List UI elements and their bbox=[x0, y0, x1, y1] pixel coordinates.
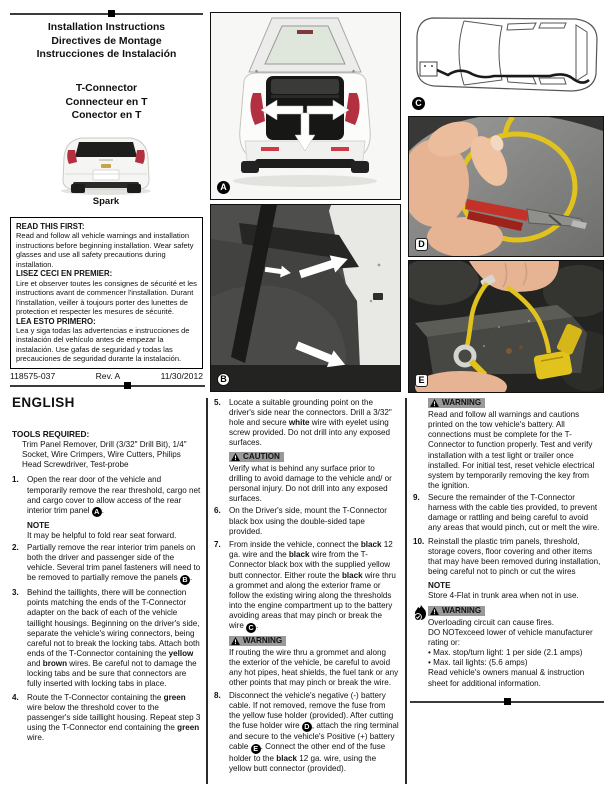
step-number: 3. bbox=[12, 588, 19, 598]
figure-label-b: B bbox=[217, 373, 230, 386]
step-6 bbox=[214, 506, 399, 536]
registration-mark bbox=[124, 382, 131, 389]
read-first-body-es: Lea y siga todas las advertencias e instrucciones de instalación del vehículo antes de empezar la instalación. Use gafas de seguridad y todas las precauciones de seguridad durante la instalación. bbox=[16, 325, 190, 364]
wire-cutting-photo bbox=[409, 117, 603, 256]
note-text: Store 4-Flat in trunk area when not in use. bbox=[428, 590, 579, 600]
overload-fire-warning bbox=[428, 606, 602, 689]
spark-rear-view-illustration bbox=[50, 124, 162, 196]
warning-triangle-icon bbox=[231, 637, 240, 645]
registration-mark bbox=[108, 10, 115, 17]
warning-banner bbox=[428, 398, 485, 408]
fire-warning-line: Overloading circuit can cause fires. bbox=[428, 617, 554, 627]
step-9 bbox=[413, 493, 602, 533]
vehicle-photo-spark bbox=[50, 124, 162, 208]
step-text: Route the T-Connector containing the green wire below the threshold cover to the passenger's side taillight housing. Repeat step 3 using the T-Connector end containing the green wire. bbox=[27, 692, 201, 743]
document-meta-row bbox=[10, 371, 203, 381]
note-label: NOTE bbox=[428, 580, 451, 590]
figure-label-a: A bbox=[217, 181, 230, 194]
warning-label: WARNING bbox=[442, 605, 482, 615]
battery-connection-photo bbox=[409, 261, 603, 392]
step-1 bbox=[12, 475, 202, 517]
footer-rule bbox=[410, 701, 604, 703]
column-english bbox=[12, 395, 202, 747]
read-first-title-fr: LISEZ CECI EN PREMIER: bbox=[16, 269, 113, 279]
hatch-open-illustration bbox=[211, 13, 400, 199]
warning-triangle-icon bbox=[231, 453, 240, 461]
step-number: 10. bbox=[413, 536, 425, 546]
column-steps-9-10 bbox=[413, 398, 602, 691]
step-number: 9. bbox=[413, 492, 420, 502]
vehicle-caption: Spark bbox=[92, 196, 120, 207]
step-text: Open the rear door of the vehicle and temporarily remove the rear threshold, cargo net and cargo cover to allow access of the rear interior trim panel A . bbox=[27, 475, 201, 517]
doc-title-es: Instrucciones de Instalación bbox=[36, 49, 177, 61]
wire-routing-illustration bbox=[408, 12, 604, 94]
fire-warning-line: Read vehicle's owners manual & instruction sheet for additional information. bbox=[428, 668, 585, 688]
fire-warning-line: • Max. tail lights: (5.6 amps) bbox=[428, 658, 528, 668]
step-10-note bbox=[428, 581, 602, 601]
product-title-block bbox=[10, 82, 203, 123]
step-number: 1. bbox=[12, 475, 19, 485]
step-7 bbox=[214, 540, 399, 632]
step-8 bbox=[214, 691, 399, 775]
product-title-es: Conector en T bbox=[71, 110, 142, 122]
fire-warning-line: • Max. stop/turn light: 1 per side (2.1 amps) bbox=[428, 648, 583, 658]
figure-a-hatch-open bbox=[210, 12, 401, 200]
step-text: Reinstall the plastic trim panels, threshold, storage covers, floor covering and other items that may have been removed during installation, being careful not to pinch or cut the wires bbox=[428, 536, 601, 577]
product-title-fr: Connecteur en T bbox=[65, 96, 148, 108]
step-text: Disconnect the vehicle's negative (-) battery cable. If not removed, remove the fuse from the yellow fuse holder (provided). After cutting the fuse holder wire D , attach the ring terminal and secure to the vehicle's Positive (+) battery cable E . Connect the other end of the fuse holder to the black 12 ga. wire, using the yellow butt connector (provided). bbox=[229, 690, 399, 773]
step-number: 5. bbox=[214, 398, 221, 407]
date: 11/30/2012 bbox=[160, 371, 203, 381]
part-number: 118575-037 bbox=[10, 371, 56, 381]
column-divider-1 bbox=[206, 398, 208, 784]
step-text: Behind the taillights, there will be connection points matching the ends of the T-Connector adapter on the back of each of the vehicle taillight housings. Beginning on the driver's side, separate the vehicle's wiring connectors, being careful not to break the locking tabs. Attach both ends of the T-Connector containing the yellow and brown wires. Be careful not to damage the locking tabs and be sure that connectors are fully inserted with locking tabs in place. bbox=[27, 588, 200, 689]
read-first-title-es: LEA ESTO PRIMERO: bbox=[16, 316, 96, 326]
column-divider-2 bbox=[405, 398, 407, 784]
note-label: NOTE bbox=[27, 520, 50, 530]
warning-text: Read and follow all warnings and cautions printed on the tow vehicle's battery. All connections must be complete for the T-Connector to function properly. Test and verify installation with a test light or trailer once installed. For initial test, reset vehicle electrical system by temporarily removing the key from the ignition. bbox=[428, 410, 595, 490]
registration-mark bbox=[504, 698, 511, 705]
column-steps-5-8 bbox=[214, 398, 399, 778]
step-7-warning bbox=[229, 636, 399, 689]
tools-required-title: TOOLS REQUIRED: bbox=[12, 429, 90, 440]
figure-b-trim-panel bbox=[210, 204, 401, 392]
figure-label-d: D bbox=[415, 238, 428, 251]
step-text: Locate a suitable grounding point on the driver's side near the connectors. Drill a 3/32" hole and secure white wire with eyelet using screw provided. Do not drill into any exposed surfaces. bbox=[229, 398, 392, 448]
step-1-note bbox=[27, 521, 202, 541]
fire-warning-line: DO NOTexceed lower of vehicle manufacturer rating or: bbox=[428, 628, 593, 648]
warning-banner bbox=[428, 606, 485, 616]
step-5-caution bbox=[229, 452, 399, 505]
read-first-box bbox=[10, 217, 203, 369]
figure-c-wire-routing bbox=[408, 12, 604, 108]
step-5 bbox=[214, 398, 399, 448]
step-number: 4. bbox=[12, 692, 19, 702]
step-3 bbox=[12, 588, 202, 689]
read-first-title-en: READ THIS FIRST: bbox=[16, 222, 85, 231]
revision: Rev. A bbox=[95, 371, 121, 381]
step-text: On the Driver's side, mount the T-Connector black box using the double-sided tape provided. bbox=[229, 506, 387, 536]
step-10 bbox=[413, 537, 602, 577]
meta-rule bbox=[10, 385, 205, 387]
warning-triangle-icon bbox=[430, 399, 439, 407]
step-text: Secure the remainder of the T-Connector harness with the cable ties provided, to prevent damage or rattling and being careful to avoid any areas that would pinch, cut or melt the wire. bbox=[428, 492, 600, 533]
trim-panel-illustration bbox=[211, 205, 400, 391]
figure-e-battery bbox=[408, 260, 604, 393]
warning-text: If routing the wire thru a grommet and along the exterior of the vehicle, be careful to avoid any hot pipes, heat shields, the fuel tank or any other points that may pinch or break the wire. bbox=[229, 648, 399, 688]
figure-label-c: C bbox=[412, 97, 425, 110]
figure-d-cut-wire bbox=[408, 116, 604, 257]
step-text: From inside the vehicle, connect the black 12 ga. wire and the black wire from the T-Connector black box with the supplied yellow butt connector. Either route the black wire thru a grommet and along the exterior frame or follow the existing wiring along the thresholds into the engine compartment up to the battery avoiding areas that may pinch or break the wire C . bbox=[229, 540, 396, 632]
step-text: Partially remove the rear interior trim panels on both the driver and passenger side of the vehicle. Several trim panel fasteners will need to be removed to partially remove the panels B . bbox=[27, 542, 201, 584]
tools-required-list: Trim Panel Remover, Drill (3/32" Drill Bit), 1/4" Socket, Wire Crimpers, Wire Cutters, Philips Head Screwdriver, Test-probe bbox=[22, 440, 187, 470]
warning-triangle-icon bbox=[430, 607, 439, 615]
step-number: 6. bbox=[214, 506, 221, 516]
caution-text: Verify what is behind any surface prior to drilling to avoid damage to the vehicle and/ or personal injury. Do not drill into any exposed surfaces. bbox=[229, 464, 392, 504]
caution-label: CAUTION bbox=[243, 451, 280, 461]
title-block bbox=[10, 21, 203, 62]
figure-label-e: E bbox=[415, 374, 428, 387]
note-text: It may be helpful to fold rear seat forward. bbox=[27, 530, 177, 540]
battery-warning bbox=[428, 398, 602, 491]
step-number: 2. bbox=[12, 542, 19, 552]
header-rule bbox=[10, 13, 203, 15]
step-2 bbox=[12, 543, 202, 585]
doc-title-en: Installation Instructions bbox=[47, 22, 166, 33]
fire-hazard-icon bbox=[414, 605, 427, 624]
read-first-body-fr: Lire et observer toutes les consignes de sécurité et les instructions avant de commencer l'installation. Durant l'installation, veiller à toujours porter des lunettes de protection et respecter les mesures de sécurité. bbox=[16, 278, 197, 317]
warning-label: WARNING bbox=[442, 398, 482, 407]
caution-banner bbox=[229, 452, 284, 462]
doc-title-fr: Directives de Montage bbox=[51, 35, 162, 47]
language-heading: ENGLISH bbox=[12, 395, 75, 410]
step-number: 7. bbox=[214, 540, 221, 550]
product-title-en: T-Connector bbox=[75, 83, 138, 94]
step-number: 8. bbox=[214, 690, 221, 700]
step-4 bbox=[12, 693, 202, 743]
warning-label: WARNING bbox=[243, 636, 283, 646]
read-first-body-en: Read and follow all vehicle warnings and installation instructions before beginning installation. Wear safety glasses and use all safety precautions during installation. bbox=[16, 231, 194, 269]
warning-banner bbox=[229, 636, 286, 646]
